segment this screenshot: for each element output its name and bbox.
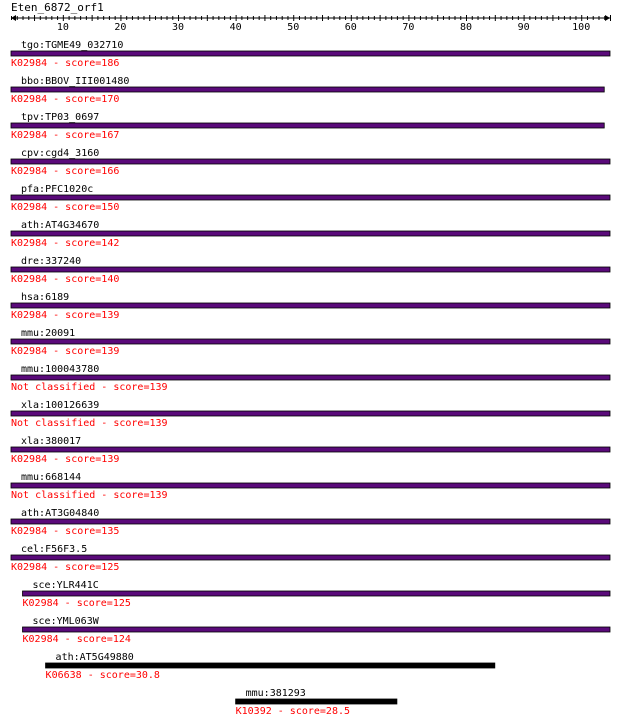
- hit-name: mmu:100043780: [21, 364, 100, 375]
- hit-alignment-bar: [11, 555, 610, 560]
- hit-description: K02984 - score=125: [11, 562, 120, 573]
- hit-description: Not classified - score=139: [11, 382, 168, 393]
- ruler-tick-label: 10: [56, 22, 69, 33]
- hit-alignment-bar: [11, 375, 610, 380]
- ruler-tick-label: 80: [459, 22, 473, 33]
- hit-name: ath:AT3G04840: [21, 508, 100, 519]
- hit-description: K02984 - score=139: [11, 454, 120, 465]
- hit-alignment-bar: [11, 195, 610, 200]
- ruler-tick-label: 30: [172, 22, 185, 33]
- hit-entry: [11, 328, 610, 357]
- hit-list: [11, 40, 610, 717]
- hit-description: K02984 - score=170: [11, 94, 120, 105]
- hit-alignment-bar: [11, 159, 610, 164]
- hit-entry: [11, 40, 610, 69]
- ruler-tick-label: 50: [287, 22, 300, 33]
- hit-name: xla:100126639: [21, 400, 100, 411]
- ruler-tick-label: 60: [344, 22, 357, 33]
- hit-alignment-bar: [23, 627, 610, 632]
- hit-description: K02984 - score=124: [22, 634, 131, 645]
- hit-name: ath:AT5G49880: [55, 652, 134, 663]
- hit-alignment-bar: [11, 303, 610, 308]
- hit-alignment-bar: [11, 123, 604, 128]
- hit-entry: [11, 436, 610, 465]
- hit-description: K02984 - score=142: [11, 238, 120, 249]
- hit-entry: [11, 400, 610, 429]
- hit-alignment-bar: [11, 267, 610, 272]
- hit-alignment-bar: [11, 411, 610, 416]
- hit-description: K02984 - score=125: [22, 598, 131, 609]
- hit-entry: [11, 544, 610, 573]
- hit-name: xla:380017: [21, 436, 82, 447]
- hit-name: tpv:TP03_0697: [21, 112, 100, 123]
- hit-description: K06638 - score=30.8: [45, 670, 160, 681]
- hit-name: pfa:PFC1020c: [21, 184, 94, 195]
- hit-name: mmu:381293: [245, 688, 306, 699]
- hit-entry: [11, 76, 604, 105]
- hit-alignment-bar: [11, 519, 610, 524]
- hit-entry: [11, 364, 610, 393]
- hit-entry: [11, 148, 610, 177]
- hit-entry: [11, 508, 610, 537]
- ruler-tick-label: 20: [114, 22, 127, 33]
- hit-name: sce:YML063W: [32, 616, 99, 627]
- hit-description: K02984 - score=150: [11, 202, 120, 213]
- hit-alignment-bar: [11, 483, 610, 488]
- hit-name: mmu:668144: [21, 472, 82, 483]
- hit-entry: [11, 112, 604, 141]
- hit-entry: [23, 580, 610, 609]
- hit-alignment-bar: [23, 591, 610, 596]
- position-ruler: [11, 15, 611, 33]
- hit-description: Not classified - score=139: [11, 490, 168, 501]
- hit-name: mmu:20091: [21, 328, 76, 339]
- hit-alignment-bar: [236, 699, 397, 704]
- hit-entry: [11, 220, 610, 249]
- hit-name: sce:YLR441C: [32, 580, 99, 591]
- hit-entry: [11, 184, 610, 213]
- hit-name: bbo:BBOV_III001480: [21, 76, 130, 87]
- hit-description: K02984 - score=139: [11, 346, 120, 357]
- hit-description: K02984 - score=135: [11, 526, 120, 537]
- hit-description: K02984 - score=139: [11, 310, 120, 321]
- hit-entry: [236, 688, 397, 717]
- hit-name: tgo:TGME49_032710: [21, 40, 124, 51]
- hit-entry: [11, 292, 610, 321]
- hit-alignment-bar: [11, 87, 604, 92]
- hit-entry: [11, 256, 610, 285]
- hit-entry: [46, 652, 495, 681]
- query-title: Eten_6872_orf1: [11, 1, 104, 14]
- ruler-tick-label: 40: [229, 22, 242, 33]
- hit-alignment-bar: [46, 663, 495, 668]
- hit-name: hsa:6189: [21, 292, 70, 303]
- hit-name: cel:F56F3.5: [21, 544, 88, 555]
- hit-name: cpv:cgd4_3160: [21, 148, 100, 159]
- hit-entry: [23, 616, 610, 645]
- hit-entry: [11, 472, 610, 501]
- ruler-tick-label: 100: [572, 22, 591, 33]
- hit-description: K02984 - score=186: [11, 58, 120, 69]
- hit-alignment-bar: [11, 51, 610, 56]
- hit-description: K02984 - score=167: [11, 130, 120, 141]
- hit-description: Not classified - score=139: [11, 418, 168, 429]
- ruler-tick-label: 90: [517, 22, 530, 33]
- hit-description: K02984 - score=140: [11, 274, 120, 285]
- hit-alignment-bar: [11, 231, 610, 236]
- ruler-tick-label: 70: [402, 22, 415, 33]
- hit-alignment-bar: [11, 447, 610, 452]
- hit-description: K02984 - score=166: [11, 166, 120, 177]
- hit-alignment-bar: [11, 339, 610, 344]
- hit-description: K10392 - score=28.5: [235, 706, 351, 717]
- ruler-right-arrow: [605, 15, 610, 21]
- hit-name: ath:AT4G34670: [21, 220, 100, 231]
- hit-name: dre:337240: [21, 256, 82, 267]
